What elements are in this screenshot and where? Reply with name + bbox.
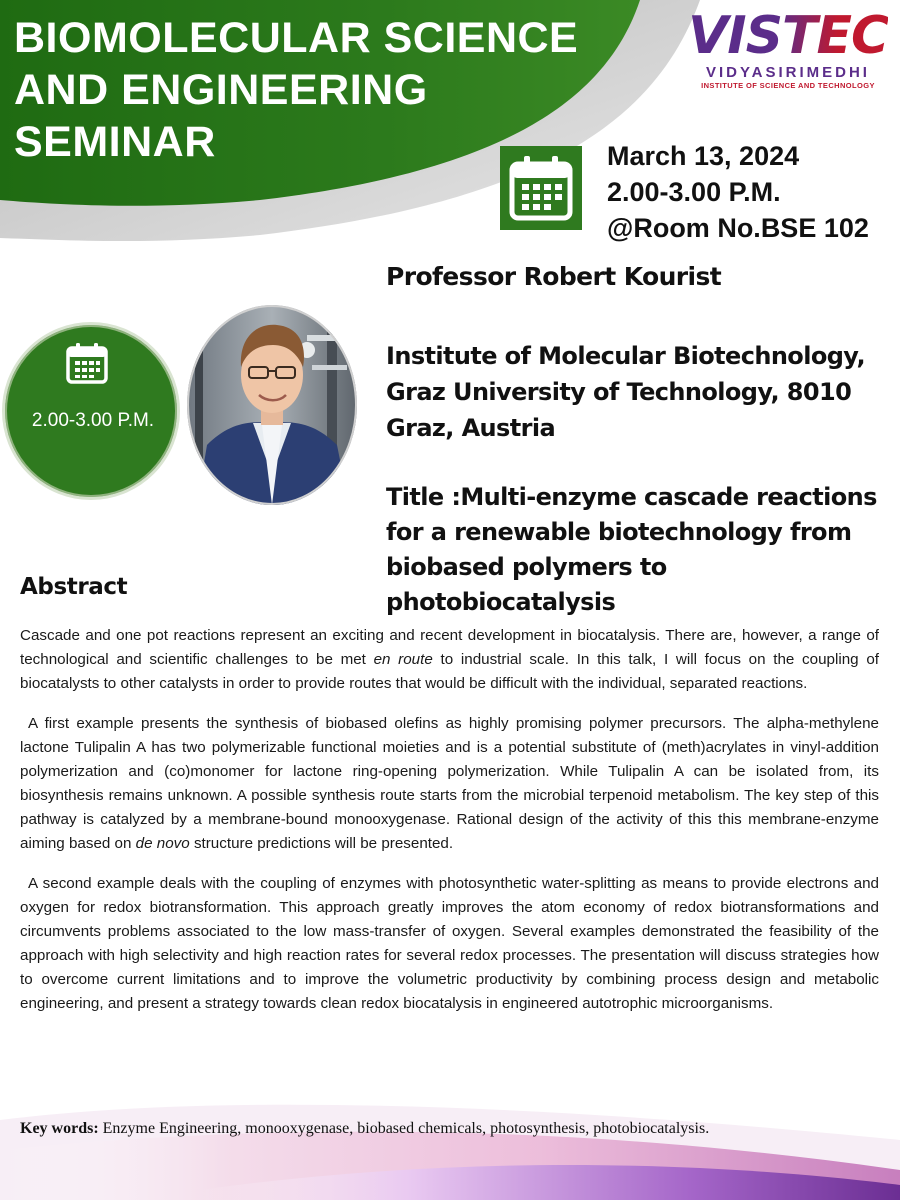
- footer-wave-decoration: [0, 1080, 900, 1200]
- keywords-label: Key words:: [20, 1120, 99, 1137]
- logo-institute-line: INSTITUTE OF SCIENCE AND TECHNOLOGY: [701, 81, 875, 90]
- speaker-name: Professor Robert Kourist: [386, 262, 722, 291]
- abstract-emphasis: en route: [373, 651, 433, 668]
- abstract-paragraph-3: A second example deals with the coupling of enzymes with photosynthetic water-splitting as means to provide electrons and oxygen for redox biotransformation. This approach greatly improves the atom economy of redox biotransformations and circumvents problems associated to the low mass-transfer of oxygen. Several examples demonstrated the feasibility of the approach with high selectivity and high reaction rates for several redox processes. The presentation will discuss strategies how to overcome current limitations and to improve the volumetric productivity by combining process design and metabolic engineering, and present a strategy towards clean redox biocatalysis in engineered autotrophic microorganisms.: [20, 875, 879, 1012]
- speaker-photo: [187, 305, 357, 505]
- abstract-paragraph-1: [20, 624, 879, 696]
- speaker-affiliation: Institute of Molecular Biotechnology, Graz University of Technology, 8010 Graz, Austria: [386, 342, 865, 442]
- event-date: March 13, 2024: [607, 141, 800, 171]
- keywords-text: Enzyme Engineering, monooxygenase, biobased chemicals, photosynthesis, photobiocatalysis.: [102, 1120, 710, 1137]
- abstract-text: A first example presents the synthesis of biobased olefins as highly promising polymer precursors. The alpha-methylene lactone Tulipalin A has two polymerizable functional moieties and is a potential substitute of (meth)acrylates in vinyl-addition polymerization and (co)monomer for lactone ring-opening polymerization. While Tulipalin A can be isolated from, its biosynthesis remains unknown. A possible synthesis route starts from the microbial terpenoid metabolism. The key step of this pathway is catalyzed by a membrane-bound monooxygenase. Rational design of the activity of this this membrane-enzyme aiming based on: [20, 715, 879, 852]
- event-details: [607, 138, 869, 246]
- abstract-body: [20, 624, 879, 1032]
- vistec-logo: [688, 8, 888, 64]
- abstract-text: to industrial scale. In this talk, I will focus on the coupling of biocatalysts to other catalysts in order to provide routes that would be difficult with the individual, separated reactions.: [20, 651, 879, 692]
- abstract-heading: Abstract: [20, 574, 128, 600]
- seminar-title-line-1: BIOMOLECULAR SCIENCE: [14, 14, 579, 62]
- abstract-emphasis: de novo: [135, 835, 190, 852]
- event-time: 2.00-3.00 P.M.: [607, 177, 781, 207]
- event-room: @Room No.BSE 102: [607, 213, 869, 243]
- calendar-icon: [500, 146, 582, 230]
- abstract-paragraph-2: [20, 712, 879, 856]
- talk-title: Title :Multi-enzyme cascade reactions for a renewable biotechnology from biobased polymers to photobiocatalysis: [386, 483, 877, 616]
- circle-time-label: 2.00-3.00 P.M.: [31, 410, 155, 431]
- calendar-small-icon: [64, 340, 110, 386]
- seminar-title-line-3: SEMINAR: [14, 118, 216, 166]
- seminar-title: [14, 12, 578, 168]
- logo-subtitle: VIDYASIRIMEDHI: [706, 64, 870, 81]
- vistec-logo-wordmark: VISTEC: [688, 6, 889, 66]
- abstract-text: Cascade and one pot reactions represent an exciting and recent development in biocatalysis. There are, however, a range of technological and scientific challenges to be met: [20, 627, 879, 668]
- keywords-line: [20, 1120, 880, 1138]
- seminar-title-line-2: AND ENGINEERING: [14, 66, 428, 114]
- abstract-text: structure predictions will be presented.: [189, 835, 454, 852]
